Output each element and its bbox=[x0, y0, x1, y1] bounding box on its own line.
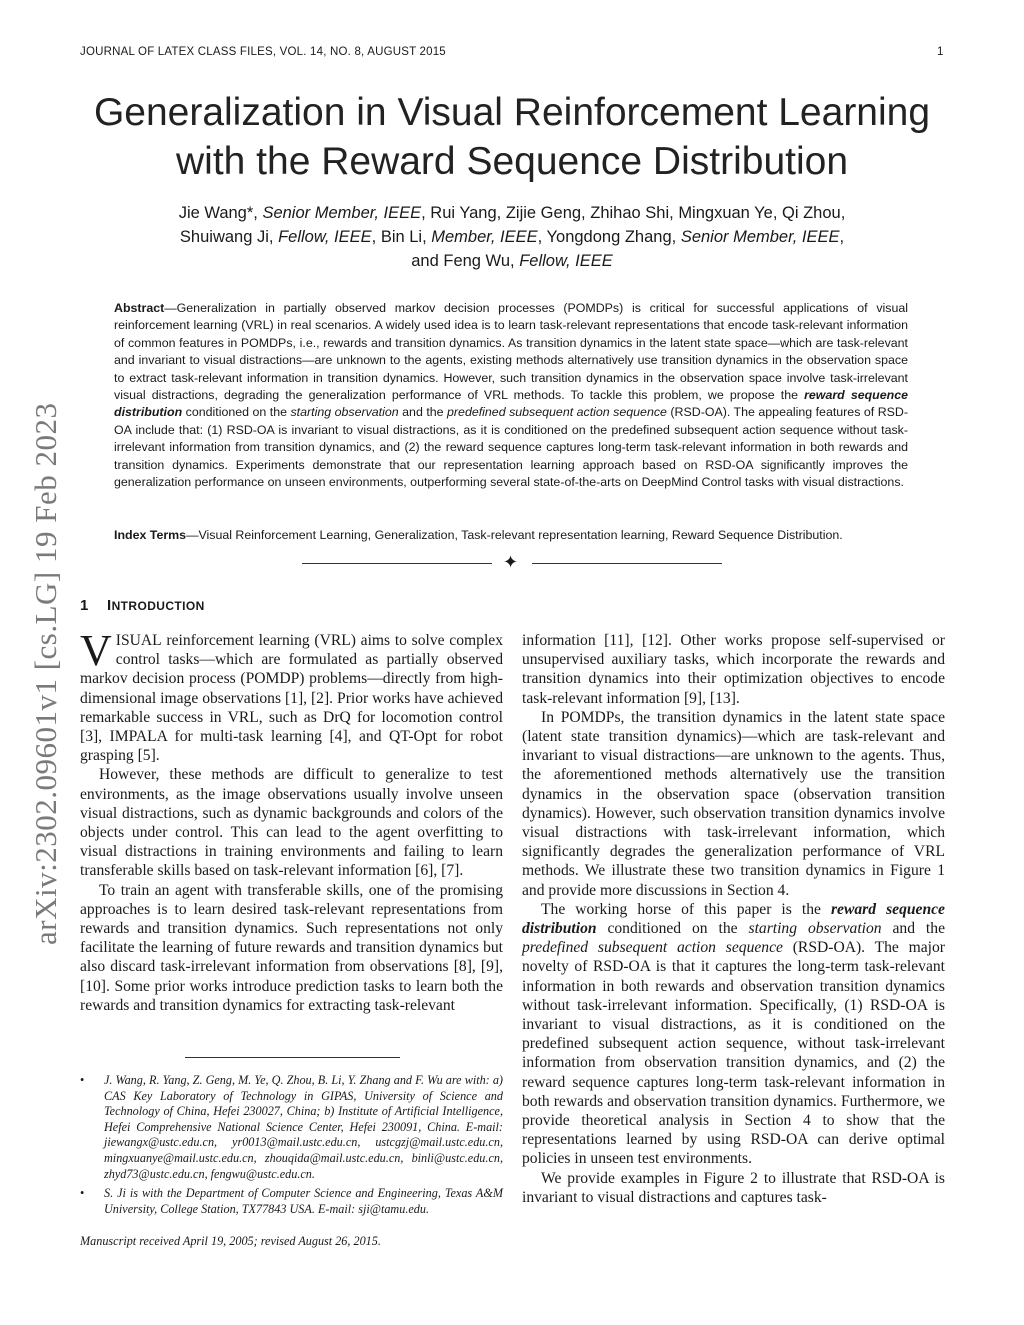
right-column bbox=[522, 631, 945, 1207]
section-heading bbox=[80, 597, 205, 614]
page-number: 1 bbox=[937, 46, 944, 58]
paragraph-text: reinforcement learning (VRL) aims to solve complex control tasks—which are formulated as partially observed markov decision process (POMDP) problems—directly from high-dimensional image observations [1], [2]. Prior works have achieved remarkable success in VRL, such as DrQ for locomotion control [3], IMPALA for multi-task learning [4], and QT-Opt for robot grasping [5]. bbox=[80, 632, 503, 765]
index-terms-text: —Visual Reinforcement Learning, Generalization, Task-relevant representation learning, Reward Sequence Distribution. bbox=[186, 528, 843, 542]
abstract-term-action-sequence: predefined subsequent action sequence bbox=[447, 405, 667, 420]
author: Qi Zhou, bbox=[782, 204, 846, 222]
footnote-text: J. Wang, R. Yang, Z. Geng, M. Ye, Q. Zhou, B. Li, Y. Zhang and F. Wu are with: a) CAS Key Laboratory of Technology in GIPAS, University of Science and Technology of China, Hefei 230027, China; b) Institute of Artificial Intelligence, Hefei Comprehensive National Science Center, Hefei 230091, China. E-mail: jiewangx@ustc.edu.cn, yr0013@mail.ustc.edu.cn, ustcgzj@mail.ustc.edu.cn, mingxuanye@mail.ustc.edu.cn, zhouqida@mail.ustc.edu.cn, binli@ustc.edu.cn, zhyd73@ustc.edu.cn, fengwu@ustc.edu.cn. bbox=[104, 1073, 503, 1181]
bullet-icon: • bbox=[80, 1186, 85, 1201]
abstract-label: Abstract bbox=[114, 301, 165, 315]
footnotes bbox=[80, 1073, 503, 1221]
author-name: Mingxuan Ye bbox=[678, 204, 773, 222]
separator-rule-right bbox=[532, 563, 722, 564]
author-role: Member, IEEE bbox=[431, 228, 538, 246]
paragraph: In POMDPs, the transition dynamics in the latent state space (latent state transition dynamics)—which are task-relevant and invariant to visual distractions—are unknown to the agents. Thus, the aforementioned methods alternatively use the transition dynamics in the observation space (observation transition dynamics). However, such observation transition dynamics involve visual distractions with task-irrelevant information, which significantly degrades the generalization performance of VRL methods. We illustrate these two transition dynamics in Figure 1 and provide more discussions in Section 4. bbox=[522, 708, 945, 899]
term-rsd: reward sequence distribution bbox=[522, 900, 945, 938]
paper-title: Generalization in Visual Reinforcement Learning with the Reward Sequence Distribution bbox=[93, 91, 931, 183]
abstract-term-starting-observation: starting observation bbox=[290, 405, 399, 420]
paragraph: To train an agent with transferable skills, one of the promising approaches is to learn desired task-relevant representations from rewards and transition dynamics. Such representations not only facilitate the learning of future rewards and transition dynamics but also discard task-irrelevant information from observations [8], [9], [10]. Some prior works introduce prediction tasks to learn both the rewards and transition dynamics for extracting task-relevant bbox=[80, 881, 503, 1014]
lead-word: ISUAL bbox=[115, 632, 162, 649]
abstract bbox=[114, 300, 908, 491]
author: and Feng Wu, Fellow, IEEE bbox=[411, 252, 613, 270]
author-role: Fellow, IEEE bbox=[519, 252, 613, 270]
paragraph-text: (RSD-OA). The major novelty of RSD-OA is that it captures the long-term task-relevant information in both rewards and observation transition dynamics without task-irrelevant information. Specifically, (1) RSD-OA is invariant to visual distractions, as it is conditioned on the predefined subsequent action sequence, without task-irrelevant information from observation transition dynamics, and (2) the reward sequence captures long-term task-relevant information in both rewards and observation transition dynamics. Furthermore, we provide theoretical analysis in Section 4 to show that the representations learned by using RSD-OA can derive optimal policies in unseen test environments. bbox=[522, 939, 945, 1168]
footnote-rule bbox=[185, 1057, 400, 1058]
paragraph-text: conditioned on the bbox=[596, 920, 749, 938]
paragraph: However, these methods are difficult to generalize to test environments, as the image observations usually involve unseen visual distractions, such as dynamic backgrounds and colors of the objects under control. This can lead to the agent overfitting to visual distractions in training environments and failing to learn transferable skills based on task-relevant information [6], [7]. bbox=[80, 766, 503, 880]
author-name: Qi Zhou bbox=[782, 204, 841, 222]
abstract-text-3: and the bbox=[398, 405, 448, 420]
footnote-text: S. Ji is with the Department of Computer Science and Engineering, Texas A&M University, College Station, TX77843 USA. E-mail: sji@tamu.edu. bbox=[104, 1186, 503, 1216]
author-name: and Feng Wu bbox=[411, 252, 511, 270]
separator-rule-left bbox=[302, 563, 492, 564]
author-name: Shuiwang Ji bbox=[179, 228, 269, 246]
abstract-text-2: conditioned on the bbox=[182, 405, 291, 420]
paragraph: information [11], [12]. Other works propose self-supervised or unsupervised auxiliary tasks, which incorporate the rewards and transition dynamics into their optimization objectives to encode task-relevant information [9], [13]. bbox=[522, 632, 945, 707]
footnote-affiliation bbox=[80, 1073, 503, 1182]
author-name: Zhihao Shi bbox=[590, 204, 670, 222]
index-terms-label: Index Terms bbox=[114, 528, 187, 542]
author: Shuiwang Ji, Fellow, IEEE, bbox=[179, 228, 377, 246]
author: Rui Yang, bbox=[430, 204, 502, 222]
paragraph-text: and the bbox=[881, 920, 945, 938]
paragraph-text: The working horse of this paper is the bbox=[541, 900, 831, 918]
author: Zhihao Shi, bbox=[590, 204, 674, 222]
author: Jie Wang*, Senior Member, IEEE, bbox=[178, 204, 426, 222]
author: Mingxuan Ye, bbox=[678, 204, 778, 222]
drop-cap: V bbox=[80, 626, 112, 675]
left-column bbox=[80, 626, 503, 1015]
author-name: Yongdong Zhang bbox=[546, 228, 672, 246]
arxiv-identifier: arXiv:2302.09601v1 [cs.LG] 19 Feb 2023 bbox=[28, 402, 63, 945]
bullet-icon: • bbox=[80, 1073, 85, 1087]
footnote-affiliation bbox=[80, 1186, 503, 1217]
section-title-rest: NTRODUCTION bbox=[111, 599, 205, 613]
abstract-text-1: —Generalization in partially observed markov decision processes (POMDPs) is critical for successful applications of visual reinforcement learning (VRL) in real scenarios. A widely used idea is to learn task-relevant representations that encode task-relevant information of common features in POMDPs, i.e., rewards and transition dynamics. As transition dynamics in the latent state space—which are task-relevant and invariant to visual distractions—are unknown to the agents, existing methods alternatively use transition dynamics in the observation space to extract task-relevant information in transition dynamics. However, such transition dynamics in the observation space involve task-irrelevant visual distractions, degrading the generalization performance of VRL methods. To tackle this problem, we propose the bbox=[114, 301, 908, 403]
author-name: Rui Yang bbox=[430, 204, 497, 222]
term-action-sequence: predefined subsequent action sequence bbox=[522, 939, 783, 957]
manuscript-note: Manuscript received April 19, 2005; revised August 26, 2015. bbox=[80, 1234, 381, 1248]
author-name: Bin Li bbox=[380, 228, 423, 246]
author: Yongdong Zhang, Senior Member, IEEE, bbox=[546, 228, 845, 246]
author: Bin Li, Member, IEEE, bbox=[380, 228, 543, 246]
author-list bbox=[100, 201, 924, 273]
abstract-text-4: (RSD-OA). The appealing features of RSD-OA include that: (1) RSD-OA is invariant to visual distractions, as it is conditioned on the predefined subsequent action sequence without task-irrelevant information from transition dynamics, and (2) the reward sequence captures long-term task-relevant information in both rewards and transition dynamics. Experiments demonstrate that our representation learning approach based on RSD-OA significantly improves the generalization performance on unseen environments, outperforming several state-of-the-arts on DeepMind Control tasks with visual distractions. bbox=[114, 405, 908, 490]
abstract-term-rsd: reward sequence distribution bbox=[114, 388, 908, 420]
author: Zijie Geng, bbox=[505, 204, 586, 222]
paragraph: We provide examples in Figure 2 to illustrate that RSD-OA is invariant to visual distractions and captures task- bbox=[522, 1169, 945, 1206]
author-name: Zijie Geng bbox=[505, 204, 582, 222]
author-role: Fellow, IEEE bbox=[278, 228, 372, 246]
author-role: Senior Member, IEEE bbox=[262, 204, 422, 222]
paragraph bbox=[80, 626, 503, 765]
term-starting-observation: starting observation bbox=[748, 920, 882, 938]
running-head: JOURNAL OF LATEX CLASS FILES, VOL. 14, NO. 8, AUGUST 2015 bbox=[80, 46, 446, 58]
author-role: Senior Member, IEEE bbox=[680, 228, 840, 246]
separator-diamond-icon: ✦ bbox=[503, 552, 519, 572]
section-number: 1 bbox=[80, 597, 89, 614]
section-title-initial: I bbox=[107, 597, 112, 614]
index-terms bbox=[114, 527, 908, 544]
paragraph bbox=[522, 900, 945, 1169]
author-name: Jie Wang* bbox=[178, 204, 254, 222]
